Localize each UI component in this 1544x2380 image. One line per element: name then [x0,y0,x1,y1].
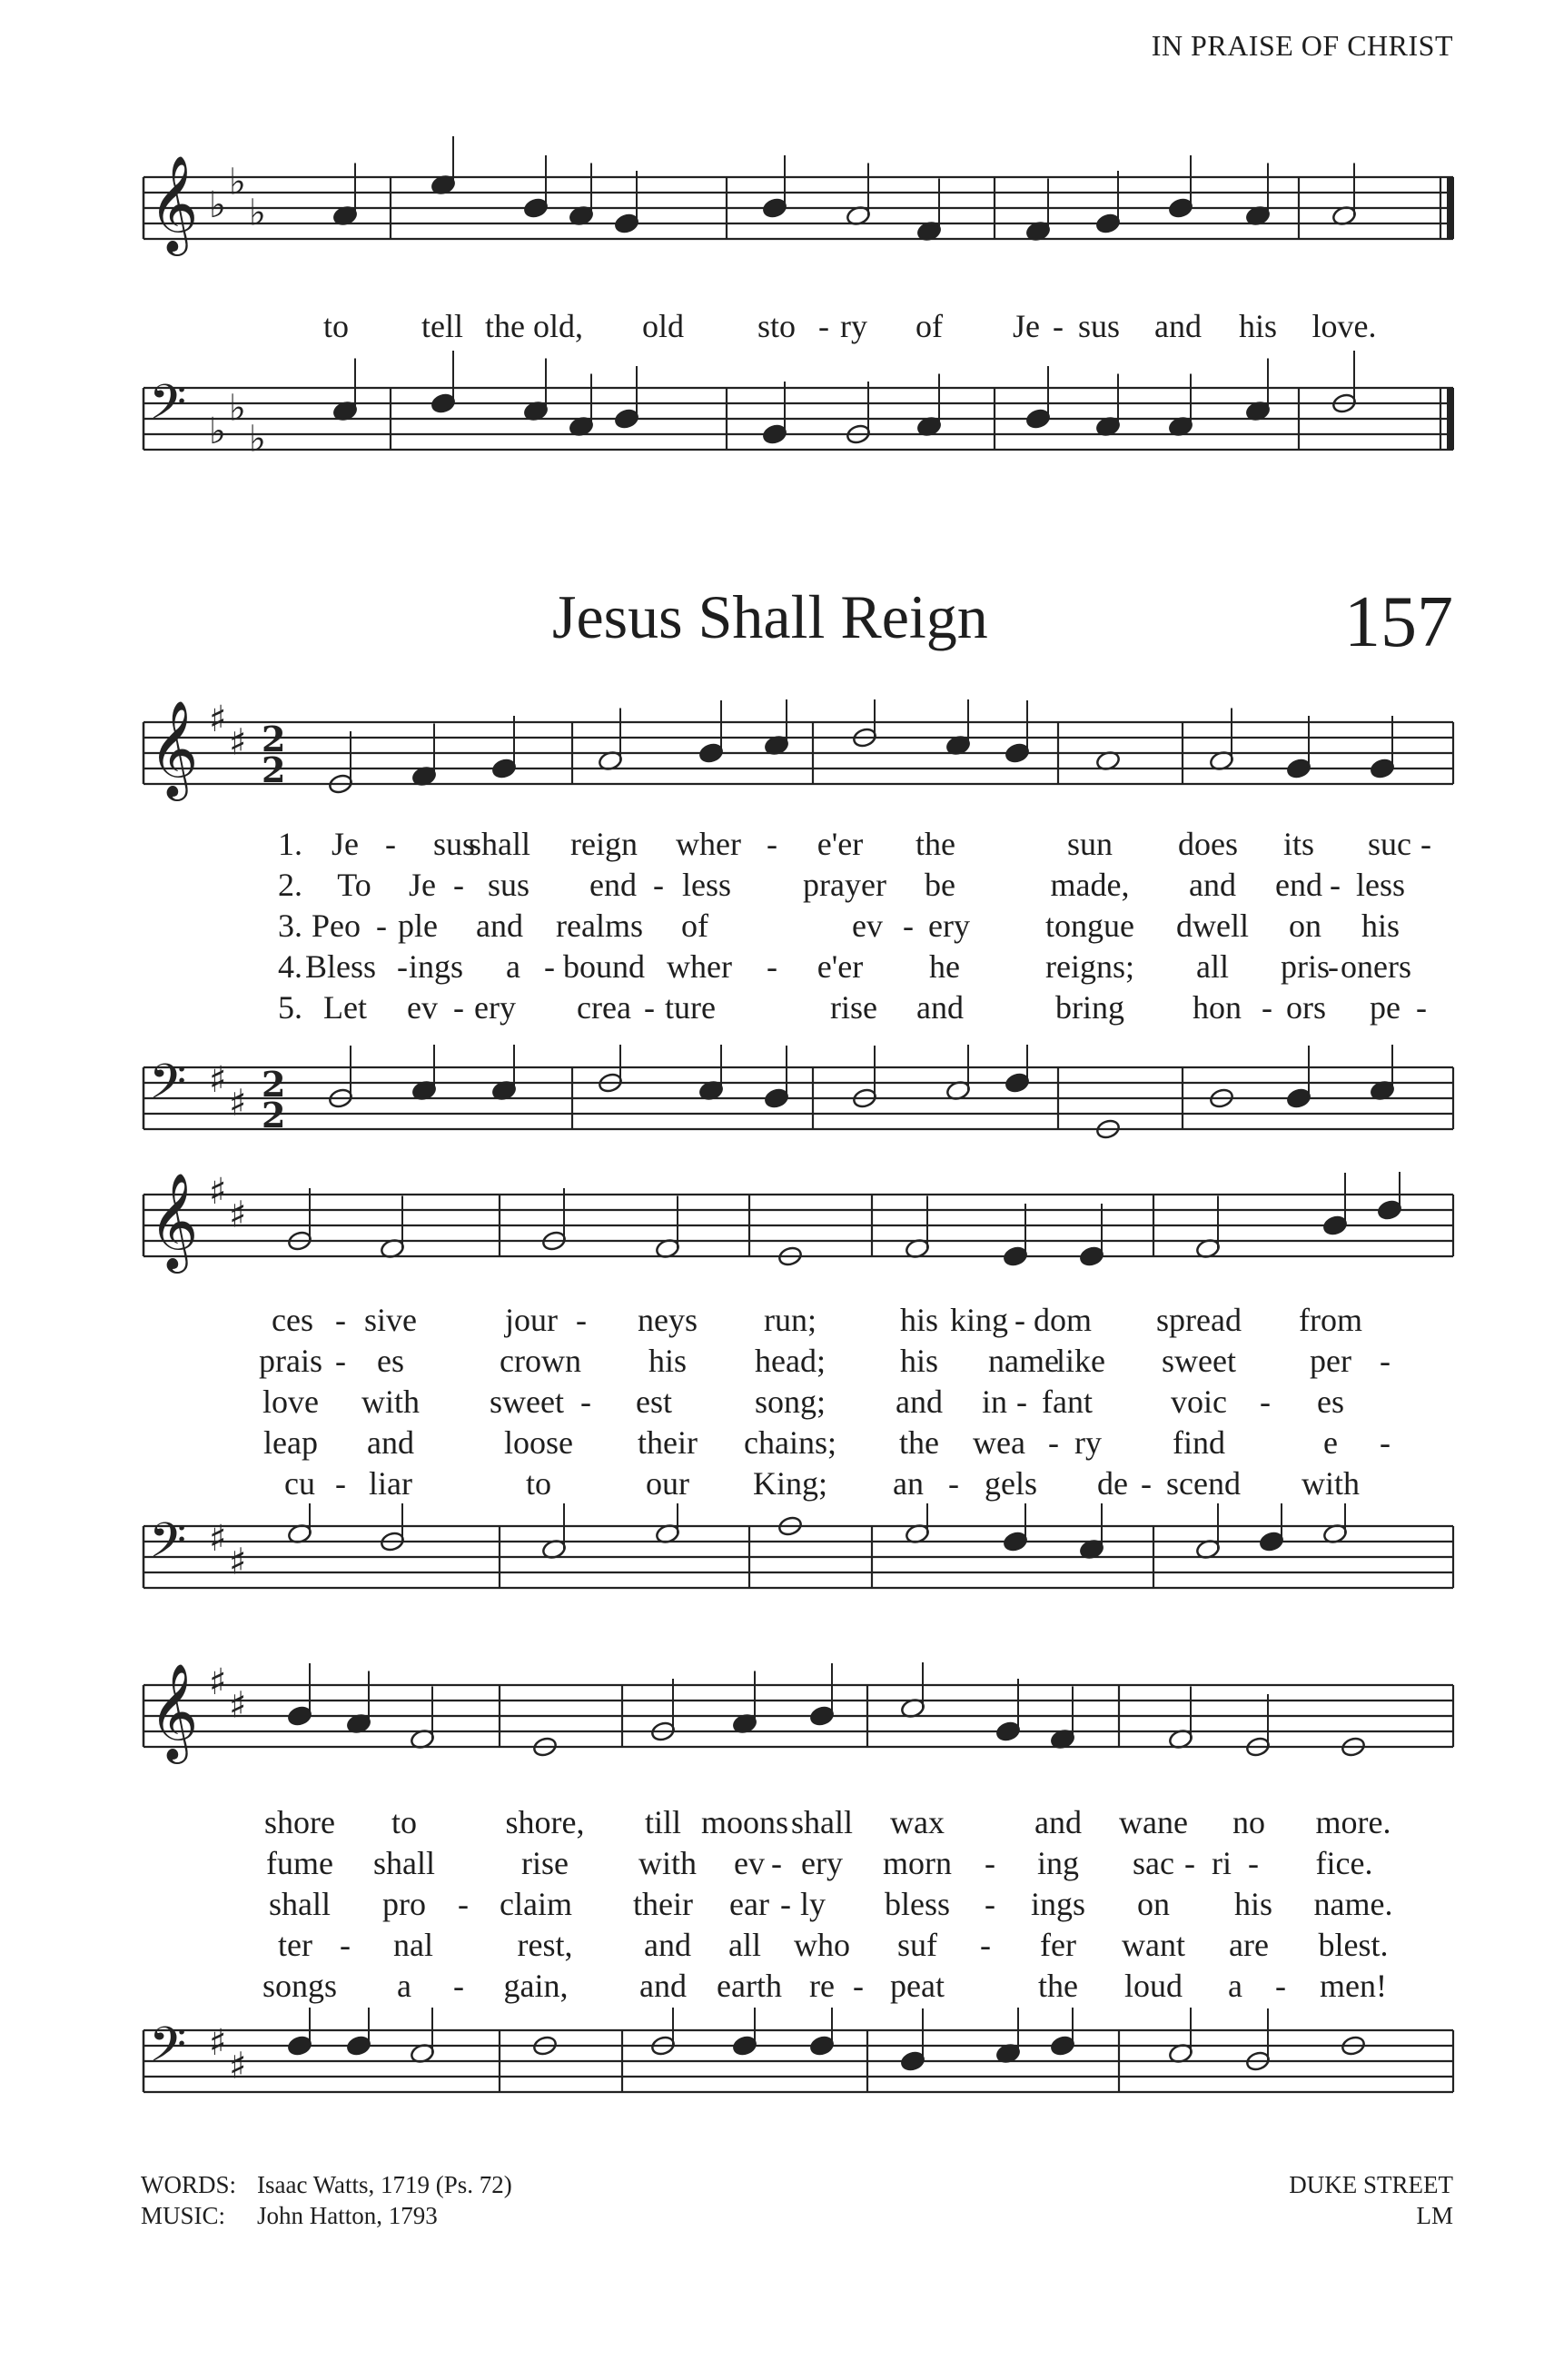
lyric-syllable: - [767,826,777,862]
lyric-syllable: wax [890,1804,945,1840]
lyric-syllable: his [899,1343,939,1379]
svg-text:♭: ♭ [229,161,246,203]
lyric-syllable: sus [432,826,476,862]
lyric-syllable: e [1323,1424,1338,1461]
verse-4-line-2 [0,1423,1544,1465]
lyric-syllable: ear [729,1886,769,1922]
lyric-syllable: est [636,1383,672,1420]
verse-4-line-3 [0,1926,1544,1968]
lyric-syllable: - [335,1302,346,1338]
lyric-syllable: fume [266,1845,333,1881]
lyric-syllable: jour [505,1302,558,1338]
svg-text:𝄞: 𝄞 [149,699,199,797]
lyric-syllable: shore, [505,1804,585,1840]
lyric-syllable: - [458,1886,469,1922]
verse-1-line-3 [0,1803,1544,1845]
lyric-syllable: ly [799,1886,826,1922]
system2-bass-staff [0,1503,1544,1649]
verse-number: 3. [278,907,302,944]
lyric-syllable: - [644,989,655,1026]
verse-number: 1. [278,826,302,862]
lyric-syllable: tell [421,308,463,344]
svg-text:𝄞: 𝄞 [149,1662,199,1760]
tune-name: DUKE STREET [1289,2171,1453,2198]
lyric-syllable: ry [840,308,867,344]
svg-text:2: 2 [262,1064,286,1105]
lyric-syllable: Peo [312,907,361,944]
svg-text:♭: ♭ [209,184,226,226]
lyric-syllable: suf [897,1927,937,1963]
lyric-syllable: his [648,1343,688,1379]
verse-number: 5. [278,989,302,1026]
lyric-syllable: who [794,1927,850,1963]
lyric-syllable: ery [474,989,516,1026]
lyric-syllable: - [985,1886,995,1922]
lyric-syllable: hon [1193,989,1242,1026]
lyric-syllable: he [929,948,960,985]
lyric-syllable: ri [1212,1845,1232,1881]
lyric-syllable: ter [278,1927,312,1963]
svg-text:♭: ♭ [229,387,246,430]
lyric-syllable: - [1048,1424,1059,1461]
lyric-syllable: his [1233,1886,1273,1922]
lyric-syllable: on [1289,907,1321,944]
lyric-syllable: tongue [1045,907,1134,944]
meter: LM [1416,2202,1453,2229]
lyric-syllable: de [1097,1465,1128,1502]
lyric-syllable: Let [323,989,367,1026]
lyric-syllable: - [453,989,464,1026]
lyric-syllable: sus [1077,308,1121,344]
lyric-syllable: end [1275,867,1322,903]
lyric-syllable: wea [973,1424,1025,1461]
lyric-syllable: head; [755,1343,826,1379]
lyric-syllable: prais [259,1343,322,1379]
lyric-syllable: gain, [503,1968,569,2004]
svg-text:♯: ♯ [229,1194,247,1236]
svg-text:𝄞: 𝄞 [149,1172,199,1269]
lyric-syllable: peat [890,1968,945,2004]
verse-1-line-2 [0,1301,1544,1343]
lyric-syllable: shore [264,1804,335,1840]
lyric-syllable: ev [734,1845,765,1881]
lyric-syllable: their [633,1886,693,1922]
lyric-syllable: with [361,1383,421,1420]
lyric-syllable: crea [577,989,631,1026]
lyric-syllable: bound [563,948,645,985]
lyric-syllable: ings [1030,1886,1086,1922]
svg-text:♯: ♯ [209,2022,227,2064]
lyric-syllable: more. [1315,1804,1391,1840]
svg-text:♯: ♯ [229,1684,247,1727]
lyric-syllable: - [1380,1343,1391,1379]
lyric-syllable: - [1380,1424,1391,1461]
lyric-syllable: crown [500,1343,581,1379]
lyric-syllable: - [335,1343,346,1379]
lyric-syllable: - [453,1968,464,2004]
lyric-syllable: less [1356,867,1405,903]
lyric-syllable: from [1299,1302,1362,1338]
lyric-syllable: es [1317,1383,1344,1420]
svg-text:♯: ♯ [229,1082,247,1125]
lyric-syllable: love. [1311,308,1377,344]
lyric-syllable: gels [985,1465,1037,1502]
lyric-syllable: and [1034,1804,1082,1840]
lyric-syllable: wher [667,948,732,985]
lyric-syllable: his [899,1302,939,1338]
lyric-syllable: suc [1368,826,1411,862]
lyric-syllable: fant [1042,1383,1093,1420]
lyric-syllable: men! [1320,1968,1387,2004]
svg-text:2: 2 [262,749,286,790]
lyric-syllable: old [641,308,685,344]
svg-text:♯: ♯ [209,1662,227,1703]
system2-treble-staff [0,1172,1544,1317]
lyric-syllable: Je [1013,308,1040,344]
lyric-syllable: - [385,826,396,862]
lyric-syllable: his [1238,308,1278,344]
lyric-syllable: morn [883,1845,952,1881]
lyric-syllable: - [544,948,555,985]
music-credit: John Hatton, 1793 [257,2202,438,2229]
svg-text:♯: ♯ [209,1172,227,1213]
svg-text:♭: ♭ [249,418,266,461]
lyric-syllable: be [925,867,955,903]
lyric-syllable: liar [369,1465,412,1502]
lyric-syllable: does [1178,826,1238,862]
lyric-syllable: and [476,907,523,944]
lyric-syllable: on [1137,1886,1170,1922]
lyric-syllable: sac [1133,1845,1174,1881]
verse-3-line-3 [0,1885,1544,1927]
verse-3-line-2 [0,1383,1544,1424]
lyric-syllable: re [809,1968,835,2004]
lyric-syllable: all [728,1927,761,1963]
lyric-syllable: less [682,867,731,903]
verse-number: 2. [278,867,302,903]
lyric-syllable: shall [791,1804,853,1840]
lyric-syllable: - [1053,308,1064,344]
lyric-syllable: pro [382,1886,426,1922]
lyric-syllable: bless [885,1886,950,1922]
lyric-syllable: - [1016,1383,1027,1420]
lyric-syllable: the [899,1424,939,1461]
lyric-syllable: spread [1156,1302,1242,1338]
svg-text:♭: ♭ [249,192,266,234]
lyric-syllable: - [340,1927,351,1963]
lyric-syllable: with [638,1845,698,1881]
hymn-number: 157 [1344,582,1453,662]
lyric-syllable: - [1014,1302,1025,1338]
lyric-syllable: are [1229,1927,1269,1963]
lyric-syllable: oners [1341,948,1411,985]
lyric-syllable: voic [1171,1383,1227,1420]
lyric-syllable: dwell [1176,907,1249,944]
lyric-syllable: ery [801,1845,843,1881]
svg-text:♯: ♯ [229,721,247,764]
lyric-syllable: - [1141,1465,1152,1502]
svg-text:♯: ♯ [209,699,227,740]
lyric-syllable: - [780,1886,791,1922]
lyric-syllable: leap [263,1424,318,1461]
lyric-syllable: ery [928,907,970,944]
lyric-syllable: chains; [744,1424,836,1461]
lyric-syllable: Je [409,867,436,903]
words-credit: Isaac Watts, 1719 (Ps. 72) [257,2171,512,2198]
lyric-syllable: song; [754,1383,826,1420]
lyric-syllable: - [1416,989,1427,1026]
lyric-syllable: made, [1050,867,1130,903]
svg-text:2: 2 [262,719,286,759]
lyric-syllable: dom [1033,1302,1093,1338]
lyric-syllable: and [1189,867,1236,903]
lyric-syllable: - [1330,867,1341,903]
hymn-title: Jesus Shall Reign [552,582,988,651]
svg-text:𝄢: 𝄢 [149,1055,187,1122]
lyric-syllable: the old, [485,308,583,344]
svg-text:2: 2 [262,1095,286,1135]
verse-4-line-1 [0,947,1544,989]
lyric-syllable: and [639,1968,687,2004]
lyric-syllable: reigns; [1045,948,1134,985]
lyric-syllable: ture [665,989,716,1026]
lyric-syllable: rise [521,1845,569,1881]
lyric-syllable: and [916,989,964,1026]
verse-5-line-2 [0,1464,1544,1506]
lyric-syllable: a [397,1968,411,2004]
lyric-syllable: rest, [517,1927,573,1963]
lyric-syllable: - [397,948,408,985]
lyric-syllable: its [1282,826,1315,862]
lyric-syllable: to [525,1465,552,1502]
lyric-syllable: ors [1286,989,1326,1026]
lyric-syllable: Bless [304,948,377,985]
lyric-syllable: - [653,867,664,903]
svg-text:♯: ♯ [229,1541,247,1583]
lyric-syllable: prayer [803,867,886,903]
lyric-syllable: a [506,948,520,985]
svg-text:𝄞: 𝄞 [149,154,199,252]
carryover-lyrics [0,307,1544,349]
lyric-syllable: - [580,1383,591,1420]
music-label: MUSIC: [141,2202,226,2229]
lyric-syllable: king [949,1302,1009,1338]
lyric-syllable: King; [752,1465,828,1502]
lyric-syllable: per [1310,1343,1351,1379]
system3-bass-staff [0,2008,1544,2153]
lyric-syllable: - [948,1465,959,1502]
lyric-syllable: - [818,308,829,344]
lyric-syllable: - [376,907,387,944]
svg-text:𝄢: 𝄢 [149,375,187,442]
lyric-syllable: - [985,1845,995,1881]
lyric-syllable: our [646,1465,689,1502]
lyric-syllable: his [1361,907,1400,944]
lyric-syllable: blest. [1318,1927,1389,1963]
lyric-syllable: run; [764,1302,817,1338]
verse-2-line-2 [0,1342,1544,1383]
system1-treble-staff [0,699,1544,845]
lyric-syllable: - [576,1302,587,1338]
words-label: WORDS: [141,2171,237,2198]
lyric-syllable: rise [830,989,877,1026]
lyric-syllable: bring [1055,989,1124,1026]
svg-text:♯: ♯ [209,1059,227,1101]
lyric-syllable: - [1260,1383,1271,1420]
lyric-syllable: ing [1036,1845,1080,1881]
lyric-syllable: to [322,308,350,344]
lyric-syllable: fer [1040,1927,1076,1963]
lyric-syllable: To [337,867,371,903]
lyric-syllable: - [1328,948,1339,985]
lyric-syllable: till [644,1804,682,1840]
lyric-syllable: Je [332,826,359,862]
lyric-syllable: end [589,867,637,903]
lyric-syllable: and [896,1383,943,1420]
lyric-syllable: shall [269,1886,331,1922]
lyric-syllable: - [903,907,914,944]
system1-bass-staff [0,1045,1544,1190]
lyric-syllable: the [916,826,955,862]
verse-3-line-1 [0,907,1544,948]
lyric-syllable: in [981,1383,1008,1420]
verse-number: 4. [278,948,302,985]
lyric-syllable: find [1173,1424,1225,1461]
lyric-syllable: earth [717,1968,782,2004]
lyric-syllable: pe [1370,989,1400,1026]
lyric-syllable: ev [407,989,438,1026]
lyric-syllable: name [988,1343,1059,1379]
lyric-syllable: scend [1166,1465,1241,1502]
lyric-syllable: sto [757,308,797,344]
lyric-syllable: and [367,1424,414,1461]
lyric-syllable: wane [1119,1804,1188,1840]
lyric-syllable: and [1154,308,1202,344]
lyric-syllable: no [1232,1804,1265,1840]
lyric-syllable: ry [1074,1424,1102,1461]
lyric-syllable: ces [272,1302,313,1338]
section-header: IN PRAISE OF CHRIST [1151,29,1453,62]
lyric-syllable: their [638,1424,698,1461]
lyric-syllable: - [1420,826,1431,862]
lyric-syllable: shall [373,1845,435,1881]
lyric-syllable: name. [1313,1886,1393,1922]
lyric-syllable: all [1196,948,1229,985]
credits [141,2169,512,2231]
lyric-syllable: - [1275,1968,1286,2004]
svg-text:𝄢: 𝄢 [149,1513,187,1581]
lyric-syllable: love [262,1383,319,1420]
lyric-syllable: es [377,1343,404,1379]
lyric-syllable: - [1248,1845,1259,1881]
svg-text:♯: ♯ [229,2045,247,2087]
lyric-syllable: - [453,867,464,903]
lyric-syllable: songs [262,1968,338,2004]
lyric-syllable: an [893,1465,924,1502]
lyric-syllable: sweet [1162,1343,1236,1379]
lyric-syllable: and [644,1927,691,1963]
lyric-syllable: sweet [490,1383,564,1420]
lyric-syllable: of [681,907,708,944]
lyric-syllable: - [767,948,777,985]
lyric-syllable: of [916,308,943,344]
verse-2-line-1 [0,866,1544,907]
lyric-syllable: claim [500,1886,572,1922]
lyric-syllable: shall [469,826,530,862]
svg-text:𝄢: 𝄢 [149,2018,187,2085]
lyric-syllable: to [391,1804,418,1840]
lyric-syllable: moons [700,1804,789,1840]
lyric-syllable: fice. [1315,1845,1373,1881]
lyric-syllable: like [1056,1343,1105,1379]
lyric-syllable: - [335,1465,346,1502]
lyric-syllable: wher [676,826,741,862]
lyric-syllable: a [1228,1968,1242,2004]
lyric-syllable: realms [556,907,643,944]
verse-2-line-3 [0,1844,1544,1886]
lyric-syllable: reign [570,826,638,862]
lyric-syllable: - [771,1845,782,1881]
lyric-syllable: want [1122,1927,1185,1963]
lyric-syllable: with [1301,1465,1361,1502]
lyric-syllable: nal [393,1927,433,1963]
lyric-syllable: - [1262,989,1272,1026]
verse-5-line-3 [0,1967,1544,2008]
lyric-syllable: pris [1281,948,1330,985]
verse-1-line-1 [0,825,1544,867]
lyric-syllable: cu [284,1465,315,1502]
lyric-syllable: loose [504,1424,573,1461]
lyric-syllable: the [1038,1968,1078,2004]
lyric-syllable: loud [1123,1968,1183,2004]
lyric-syllable: sive [364,1302,417,1338]
lyric-syllable: ev [852,907,883,944]
carryover-bass-staff [0,347,1544,556]
lyric-syllable: sun [1066,826,1113,862]
verse-5-line-1 [0,988,1544,1030]
lyric-syllable: ple [398,907,438,944]
svg-text:♯: ♯ [209,1518,227,1560]
lyric-syllable: sus [487,867,530,903]
system3-treble-staff [0,1662,1544,1808]
lyric-syllable: - [1184,1845,1195,1881]
lyric-syllable: - [853,1968,864,2004]
lyric-syllable: e'er [817,948,864,985]
lyric-syllable: - [980,1927,991,1963]
lyric-syllable: e'er [817,826,864,862]
tune-info [1289,2169,1453,2231]
lyric-syllable: neys [638,1302,698,1338]
svg-text:♭: ♭ [209,411,226,452]
lyric-syllable: ings [408,948,464,985]
